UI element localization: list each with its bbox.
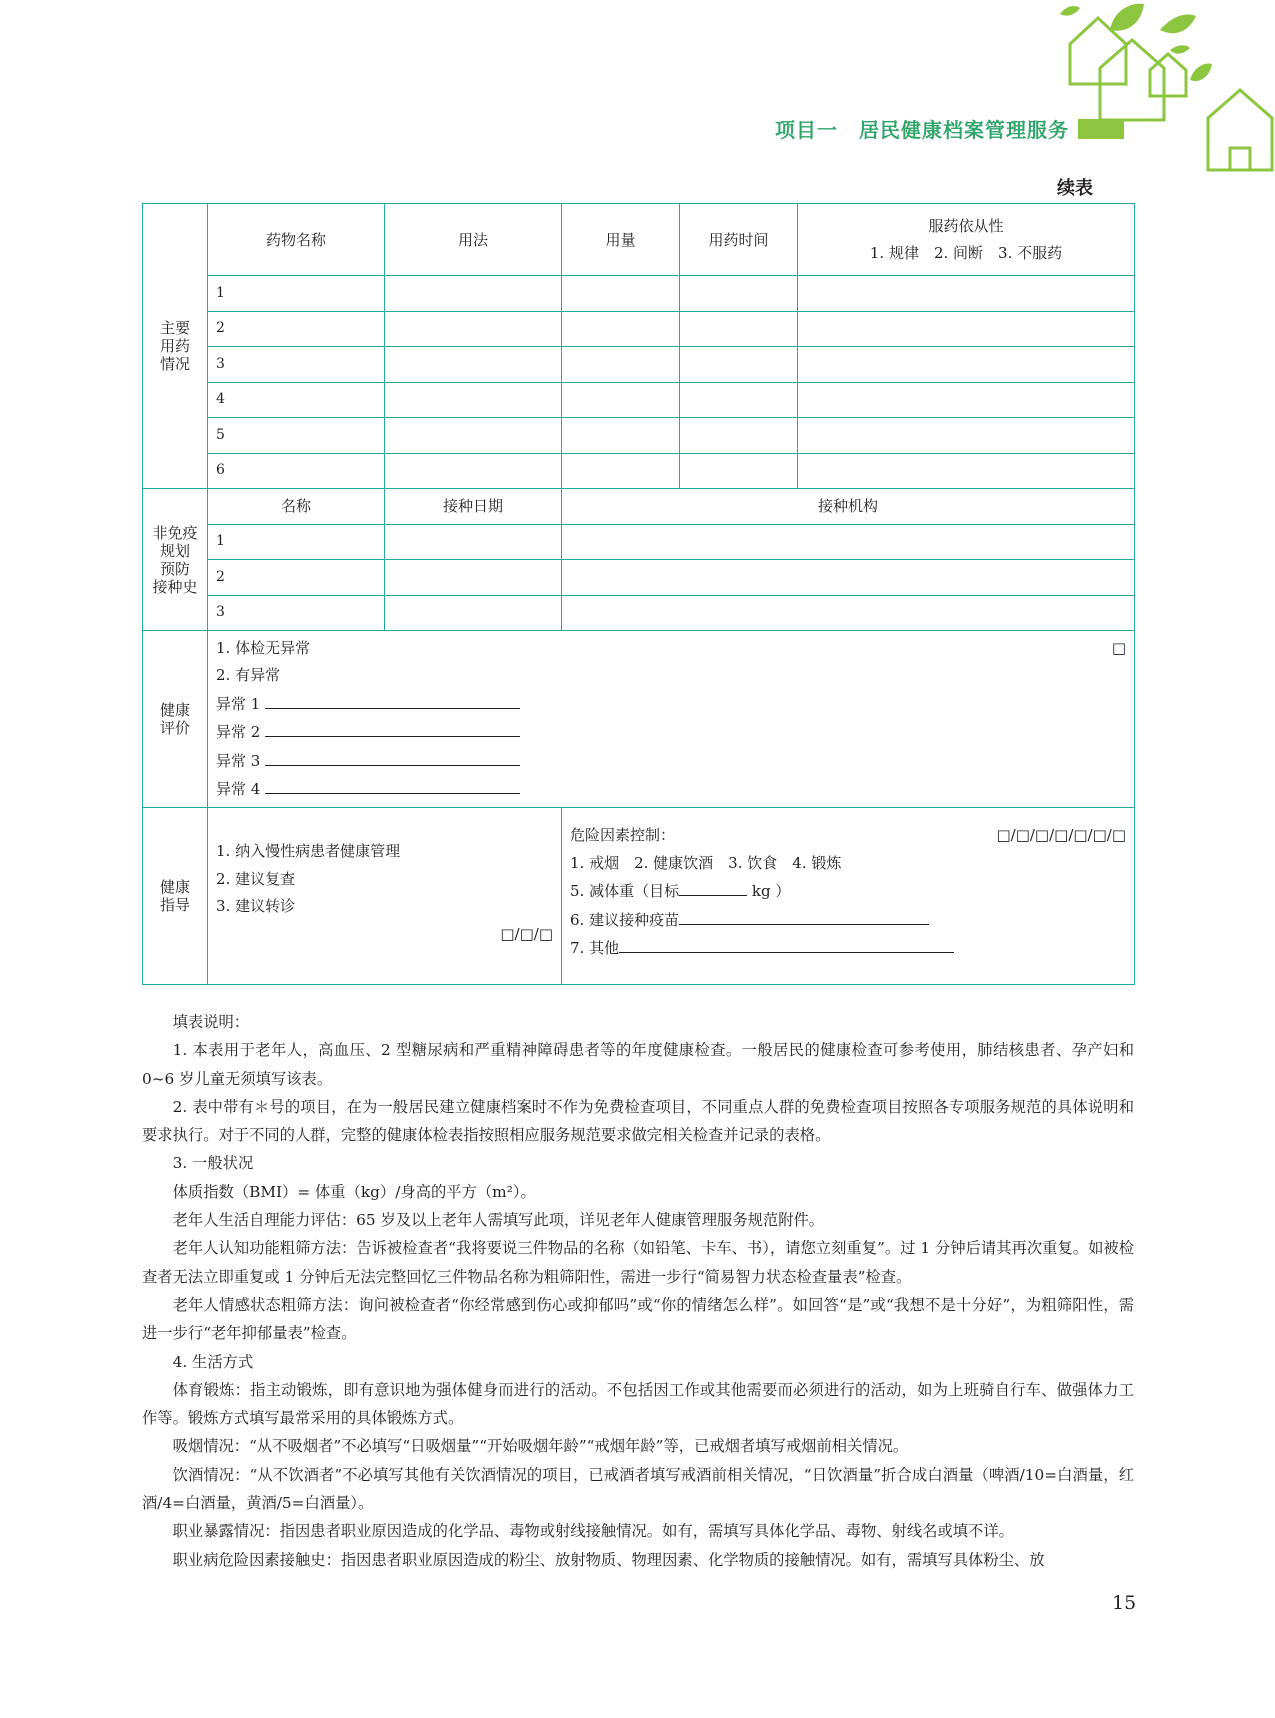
- header-accent-bar: [1078, 119, 1124, 139]
- weight-target-field[interactable]: [679, 877, 747, 896]
- usage-cell[interactable]: [385, 418, 562, 454]
- row-number: 3: [208, 347, 385, 383]
- instruction-paragraph: 体育锻炼：指主动锻炼，即有意识地为强体健身而进行的活动。不包括因工作或其他需要而必须进行的活动，如为上班骑自行车、做强体力工作等。锻炼方式填写最常采用的具体锻炼方式。: [142, 1380, 1134, 1428]
- vaccine-org-cell[interactable]: [562, 595, 1135, 631]
- compliance-cell[interactable]: [798, 453, 1135, 489]
- vaccine-org-header: 接种机构: [562, 489, 1135, 525]
- instruction-paragraph: 老年人生活自理能力评估：65 岁及以上老年人需填写此项，详见老年人健康管理服务规范附件。: [172, 1211, 825, 1230]
- time-cell[interactable]: [680, 276, 798, 312]
- time-cell[interactable]: [680, 418, 798, 454]
- instruction-paragraph: 职业暴露情况：指因患者职业原因造成的化学品、毒物或射线接触情况。如有，需填写具体化学品、毒物、射线名或填不详。: [172, 1522, 1014, 1541]
- time-cell[interactable]: [680, 347, 798, 383]
- vaccine-org-cell[interactable]: [562, 560, 1135, 596]
- weight-unit: kg ）: [751, 882, 791, 900]
- risk-control-title: 危险因素控制：: [570, 826, 676, 844]
- instruction-paragraph: 老年人情感状态粗筛方法：询问被检查者“你经常感到伤心或抑郁吗”或“你的情绪怎么样”。如回答“是”或“我想不是十分好”，为粗筛阳性，需进一步行“老年抑郁量表”检查。: [142, 1295, 1134, 1343]
- health-exam-form: [142, 203, 1135, 985]
- row-number: 1: [208, 276, 385, 312]
- vaccine-suggest-field[interactable]: [679, 906, 929, 925]
- table-row: [143, 347, 1135, 383]
- no-abnormality-option: 1. 体检无异常: [216, 638, 311, 657]
- continued-label: 续表: [1057, 178, 1093, 199]
- risk-options: 1. 戒烟 2. 健康饮酒 3. 饮食 4. 锻炼: [570, 853, 842, 872]
- dose-cell[interactable]: [562, 276, 680, 312]
- chapter-title: 项目一 居民健康档案管理服务: [775, 118, 1069, 142]
- row-number: 2: [208, 560, 385, 596]
- dose-cell[interactable]: [562, 311, 680, 347]
- row-number: 2: [208, 311, 385, 347]
- table-row: [143, 595, 1135, 631]
- table-row: [143, 453, 1135, 489]
- guidance-item: 3. 建议转诊: [216, 897, 296, 915]
- abnormality-label: 异常 4: [216, 780, 261, 798]
- vaccine-suggest-label: 6. 建议接种疫苗: [570, 910, 680, 929]
- vaccine-date-header: 接种日期: [385, 489, 562, 525]
- vaccine-date-cell[interactable]: [385, 560, 562, 596]
- compliance-cell[interactable]: [798, 418, 1135, 454]
- usage-cell[interactable]: [385, 382, 562, 418]
- dose-cell[interactable]: [562, 347, 680, 383]
- abnormality-label: 异常 2: [216, 723, 261, 741]
- compliance-cell[interactable]: [798, 347, 1135, 383]
- risk-control-cell: [562, 808, 1135, 985]
- vaccination-section-label: 非免疫 规划 预防 接种史: [143, 489, 208, 631]
- page-number: 15: [1112, 1592, 1137, 1614]
- weight-label: 5. 减体重（目标: [570, 882, 680, 900]
- vaccine-date-cell[interactable]: [385, 524, 562, 560]
- house-leaf-decoration-icon: [1060, 0, 1275, 180]
- abnormality-field[interactable]: [265, 775, 520, 794]
- form-instructions: [142, 1008, 1134, 1574]
- dose-cell[interactable]: [562, 453, 680, 489]
- row-number: 3: [208, 595, 385, 631]
- evaluation-cell: [208, 631, 1135, 808]
- row-number: 6: [208, 453, 385, 489]
- abnormality-field[interactable]: [265, 690, 520, 709]
- instruction-paragraph: 4. 生活方式: [172, 1352, 254, 1371]
- compliance-cell[interactable]: [798, 311, 1135, 347]
- compliance-header: 服药依从性 1. 规律 2. 间断 3. 不服药: [798, 204, 1135, 276]
- usage-cell[interactable]: [385, 453, 562, 489]
- instruction-paragraph: 饮酒情况：“从不饮酒者”不必填写其他有关饮酒情况的项目，已戒酒者填写戒酒前相关情况，“日饮酒量”折合成白酒量（啤酒/10=白酒量，红酒/4=白酒量，黄酒/5=白酒量）。: [142, 1465, 1134, 1513]
- dose-cell[interactable]: [562, 418, 680, 454]
- other-field[interactable]: [619, 934, 954, 953]
- instruction-paragraph: 2. 表中带有＊号的项目，在为一般居民建立健康档案时不作为免费检查项目，不同重点人群的免费检查项目按照各专项服务规范的具体说明和要求执行。对于不同的人群，完整的健康体检表指按照相应服务规范要求做完相关检查并记录的表格。: [142, 1097, 1134, 1145]
- instruction-paragraph: 职业病危险因素接触史：指因患者职业原因造成的粉尘、放射物质、物理因素、化学物质的接触情况。如有，需填写具体粉尘、放: [172, 1550, 1045, 1569]
- table-row: [143, 418, 1135, 454]
- usage-cell[interactable]: [385, 276, 562, 312]
- instruction-paragraph: 老年人认知功能粗筛方法：告诉被检查者“我将要说三件物品的名称（如铅笔、卡车、书），请您立刻重复”。过 1 分钟后请其再次重复。如被检查者无法立即重复或 1 分钟后无法完整回忆三件物品名称为粗筛阳性，需进一步行“简易智力状态检查量表”检查。: [142, 1239, 1134, 1286]
- usage-header: 用法: [385, 204, 562, 276]
- risk-checkboxes[interactable]: □/□/□/□/□/□/□: [996, 826, 1126, 844]
- time-header: 用药时间: [680, 204, 798, 276]
- table-row: [143, 524, 1135, 560]
- abnormality-label: 异常 1: [216, 694, 261, 713]
- table-row: [143, 311, 1135, 347]
- instruction-paragraph: 1. 本表用于老年人，高血压、2 型糖尿病和严重精神障碍患者等的年度健康检查。一般居民的健康检查可参考使用，肺结核患者、孕产妇和 0~6 岁儿童无须填写该表。: [142, 1041, 1134, 1088]
- dose-cell[interactable]: [562, 382, 680, 418]
- drug-name-header: 药物名称: [208, 204, 385, 276]
- instruction-paragraph: 吸烟情况：“从不吸烟者”不必填写“日吸烟量”“开始吸烟年龄”“戒烟年龄”等，已戒烟者填写戒烟前相关情况。: [172, 1437, 909, 1456]
- vaccine-name-header: 名称: [208, 489, 385, 525]
- guidance-item: 2. 建议复查: [216, 869, 296, 888]
- usage-cell[interactable]: [385, 311, 562, 347]
- guidance-item: 1. 纳入慢性病患者健康管理: [216, 842, 401, 860]
- instruction-paragraph: 3. 一般状况: [172, 1154, 254, 1173]
- row-number: 1: [208, 524, 385, 560]
- dose-header: 用量: [562, 204, 680, 276]
- compliance-cell[interactable]: [798, 276, 1135, 312]
- vaccine-org-cell[interactable]: [562, 524, 1135, 560]
- time-cell[interactable]: [680, 382, 798, 418]
- abnormality-field[interactable]: [265, 747, 520, 766]
- row-number: 4: [208, 382, 385, 418]
- instruction-paragraph: 填表说明：: [172, 1013, 250, 1031]
- medication-section-label: 主要 用药 情况: [143, 204, 208, 489]
- guidance-section-label: 健康 指导: [143, 808, 208, 985]
- guidance-cell: [208, 808, 562, 985]
- usage-cell[interactable]: [385, 347, 562, 383]
- table-row: [143, 560, 1135, 596]
- evaluation-checkbox[interactable]: □: [1111, 638, 1126, 657]
- instruction-paragraph: 体质指数（BMI）= 体重（kg）/身高的平方（m²）。: [172, 1182, 536, 1201]
- table-row: [143, 276, 1135, 312]
- row-number: 5: [208, 418, 385, 454]
- guidance-checkboxes[interactable]: □/□/□: [500, 924, 553, 943]
- vaccine-date-cell[interactable]: [385, 595, 562, 631]
- time-cell[interactable]: [680, 311, 798, 347]
- has-abnormality-option: 2. 有异常: [216, 666, 281, 684]
- abnormality-label: 异常 3: [216, 751, 261, 770]
- abnormality-field[interactable]: [265, 718, 520, 737]
- evaluation-section-label: 健康 评价: [143, 631, 208, 808]
- compliance-cell[interactable]: [798, 382, 1135, 418]
- table-row: [143, 382, 1135, 418]
- other-label: 7. 其他: [570, 939, 620, 957]
- time-cell[interactable]: [680, 453, 798, 489]
